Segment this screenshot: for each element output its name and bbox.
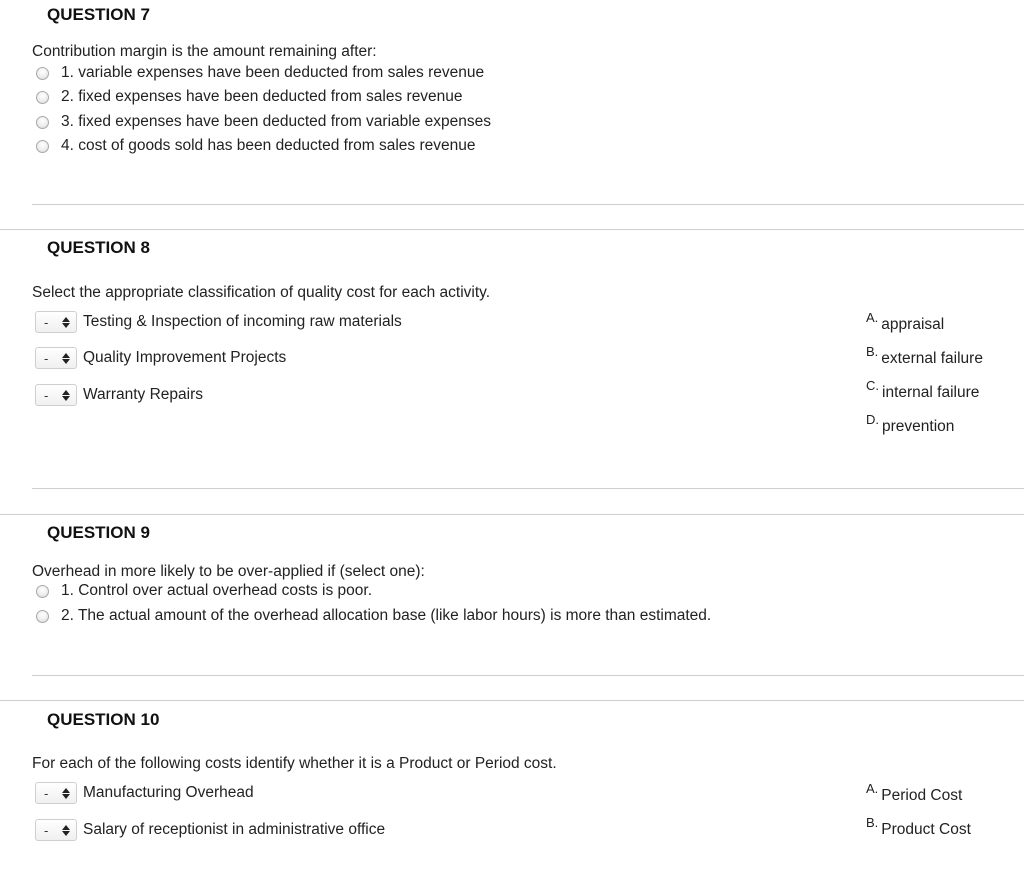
option-label: 3. fixed expenses have been deducted from variable expenses	[61, 113, 491, 130]
question-8-title: QUESTION 8	[47, 238, 150, 257]
choice-text: external failure	[881, 350, 983, 367]
item-label: Warranty Repairs	[83, 386, 204, 403]
divider	[32, 488, 1024, 489]
choice-text: Product Cost	[881, 821, 971, 838]
option-label: 1. Control over actual overhead costs is poor.	[61, 582, 373, 599]
question-10-choice-a	[866, 781, 963, 805]
question-10-prompt: For each of the following costs identify whether it is a Product or Period cost.	[32, 755, 557, 772]
select-value: -	[44, 387, 49, 403]
item-label: Manufacturing Overhead	[83, 784, 254, 801]
match-select[interactable]	[35, 311, 77, 333]
question-8-choice-c	[866, 378, 980, 402]
question-7-option-4[interactable]	[36, 137, 475, 155]
choice-letter: D.	[866, 412, 879, 427]
option-label: 1. variable expenses have been deducted from sales revenue	[61, 64, 485, 81]
radio-button[interactable]	[36, 140, 49, 153]
match-select[interactable]	[35, 384, 77, 406]
select-arrows-icon	[62, 390, 70, 401]
question-7-option-3[interactable]	[36, 113, 491, 131]
question-9-prompt: Overhead in more likely to be over-applied if (select one):	[32, 563, 425, 580]
choice-text: internal failure	[882, 384, 980, 401]
select-arrows-icon	[62, 788, 70, 799]
select-value: -	[44, 822, 49, 838]
question-8-item-1	[35, 311, 402, 333]
choice-text: Period Cost	[881, 787, 963, 804]
divider	[0, 229, 1024, 230]
radio-button[interactable]	[36, 91, 49, 104]
item-label: Quality Improvement Projects	[83, 349, 287, 366]
choice-letter: A.	[866, 310, 879, 325]
choice-text: prevention	[882, 418, 955, 435]
choice-letter: C.	[866, 378, 879, 393]
question-8-choice-d	[866, 412, 955, 436]
divider	[32, 675, 1024, 676]
select-value: -	[44, 785, 49, 801]
question-10-choice-b	[866, 815, 971, 839]
divider	[32, 204, 1024, 205]
question-8-item-2	[35, 347, 286, 369]
question-9-option-1[interactable]	[36, 582, 372, 600]
select-arrows-icon	[62, 353, 70, 364]
option-label: 2. fixed expenses have been deducted from sales revenue	[61, 88, 463, 105]
radio-button[interactable]	[36, 116, 49, 129]
question-7-option-1[interactable]	[36, 64, 484, 82]
option-label: 2. The actual amount of the overhead allocation base (like labor hours) is more than estimated.	[61, 607, 712, 624]
select-arrows-icon	[62, 825, 70, 836]
choice-text: appraisal	[881, 316, 945, 333]
match-select[interactable]	[35, 782, 77, 804]
question-8-choice-b	[866, 344, 983, 368]
choice-letter: A.	[866, 781, 879, 796]
question-7-option-2[interactable]	[36, 88, 463, 106]
item-label: Salary of receptionist in administrative office	[83, 821, 386, 838]
radio-button[interactable]	[36, 585, 49, 598]
divider	[0, 700, 1024, 701]
question-8-item-3	[35, 384, 203, 406]
choice-letter: B.	[866, 815, 879, 830]
question-10-item-2	[35, 819, 385, 841]
question-7-prompt: Contribution margin is the amount remaining after:	[32, 43, 377, 60]
divider	[0, 514, 1024, 515]
question-10-item-1	[35, 782, 254, 804]
question-8-choice-a	[866, 310, 945, 334]
option-label: 4. cost of goods sold has been deducted from sales revenue	[61, 137, 476, 154]
match-select[interactable]	[35, 347, 77, 369]
item-label: Testing & Inspection of incoming raw materials	[83, 313, 402, 330]
question-9-option-2[interactable]	[36, 607, 711, 625]
question-7-title: QUESTION 7	[47, 5, 150, 24]
select-arrows-icon	[62, 317, 70, 328]
question-9-title: QUESTION 9	[47, 523, 150, 542]
radio-button[interactable]	[36, 610, 49, 623]
match-select[interactable]	[35, 819, 77, 841]
select-value: -	[44, 314, 49, 330]
question-10-title: QUESTION 10	[47, 710, 160, 729]
radio-button[interactable]	[36, 67, 49, 80]
question-8-prompt: Select the appropriate classification of quality cost for each activity.	[32, 284, 491, 301]
choice-letter: B.	[866, 344, 879, 359]
select-value: -	[44, 350, 49, 366]
